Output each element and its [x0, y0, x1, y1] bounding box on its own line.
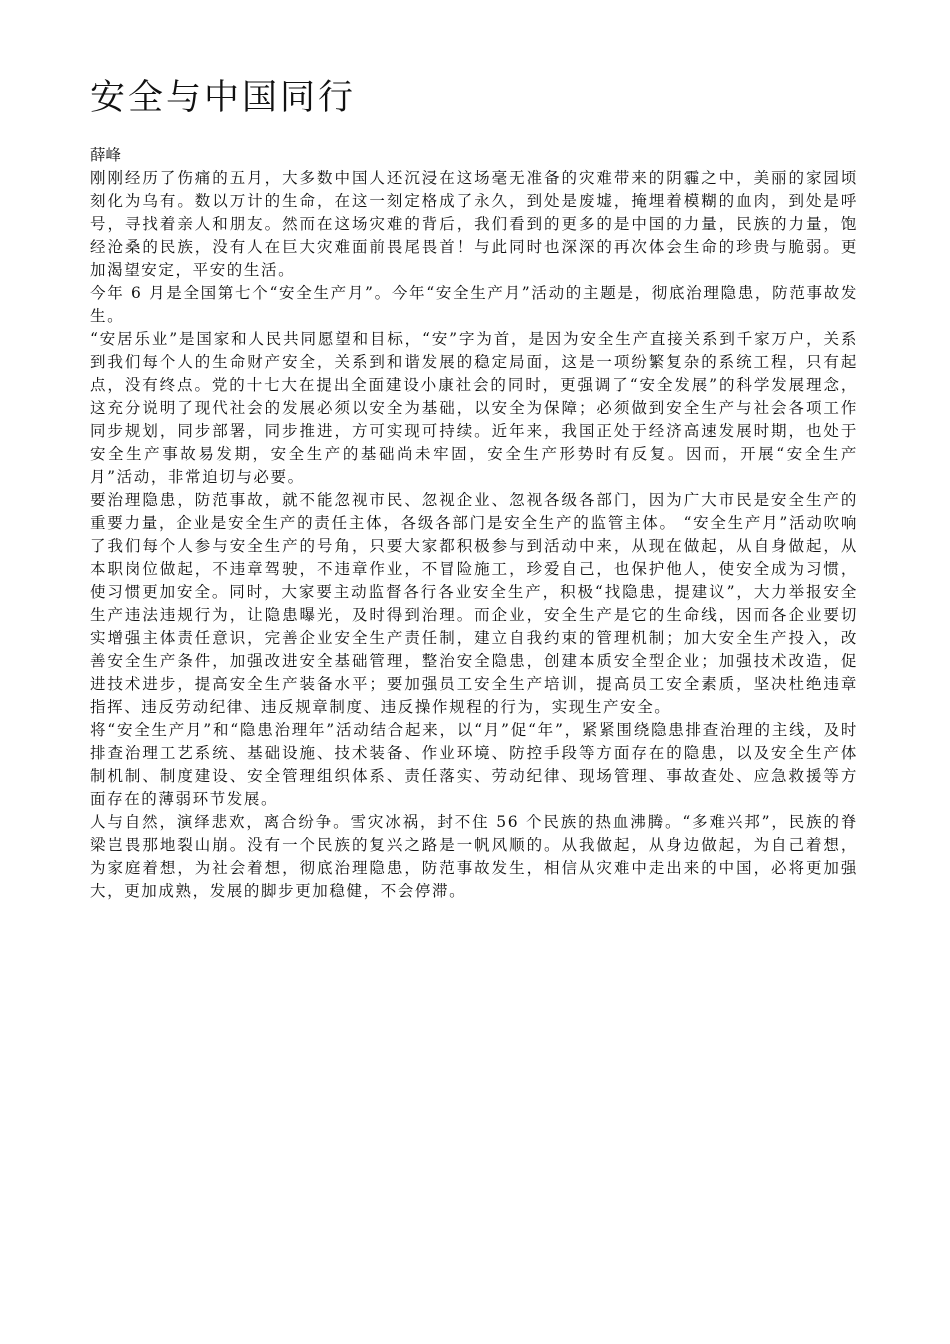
paragraph-1: 刚刚经历了伤痛的五月，大多数中国人还沉浸在这场毫无准备的灾难带来的阴霾之中，美丽的家园顷刻化为乌有。数以万计的生命，在这一刻定格成了永久，到处是废墟，掩埋着模糊的血肉，到处是呼号，寻找着亲人和朋友。然而在这场灾难的背后，我们看到的更多的是中国的力量，民族的力量，饱经沧桑的民族，没有人在巨大灾难面前畏尾畏首！与此同时也深深的再次体会生命的珍贵与脆弱。更加渴望安定，平安的生活。	[90, 169, 858, 279]
document-title: 安全与中国同行	[90, 78, 357, 118]
paragraph-4: 要治理隐患，防范事故，就不能忽视市民、忽视企业、忽视各级各部门，因为广大市民是安全生产的重要力量，企业是安全生产的责任主体，各级各部门是安全生产的监管主体。 “安全生产月”活动吹响了我们每个人参与安全生产的号角，只要大家都积极参与到活动中来，从现在做起，从自身做起，从本职岗位做起，不违章驾驶，不违章作业，不冒险施工，珍爱自己，也保护他人，使安全成为习惯，使习惯更加安全。同时，大家要主动监督各行各业安全生产，积极“找隐患，提建议”，大力举报安全生产违法违规行为，让隐患曝光，及时得到治理。而企业，安全生产是它的生命线，因而各企业要切实增强主体责任意识，完善企业安全生产责任制，建立自我约束的管理机制；加大安全生产投入，改善安全生产条件，加强改进安全基础管理，整治安全隐患，创建本质安全型企业；加强技术改造，促进技术进步，提高安全生产装备水平；要加强员工安全生产培训，提高员工安全素质，坚决杜绝违章指挥、违反劳动纪律、违反规章制度、违反操作规程的行为，实现生产安全。	[90, 491, 858, 716]
document-page	[90, 74, 858, 903]
paragraph-2: 今年 6 月是全国第七个“安全生产月”。今年“安全生产月”活动的主题是，彻底治理隐患，防范事故发生。	[90, 284, 858, 325]
paragraph-3: “安居乐业”是国家和人民共同愿望和目标，“安”字为首，是因为安全生产直接关系到千家万户，关系到我们每个人的生命财产安全，关系到和谐发展的稳定局面，这是一项纷繁复杂的系统工程，只有起点，没有终点。党的十七大在提出全面建设小康社会的同时，更强调了“安全发展”的科学发展理念，这充分说明了现代社会的发展必须以安全为基础，以安全为保障；必须做到安全生产与社会各项工作同步规划，同步部署，同步推进，方可实现可持续。近年来，我国正处于经济高速发展时期，也处于安全生产事故易发期，安全生产的基础尚未牢固，安全生产形势时有反复。因而，开展“安全生产月”活动，非常迫切与必要。	[90, 330, 858, 486]
paragraph-6: 人与自然，演绎悲欢，离合纷争。雪灾冰祸，封不住 56 个民族的热血沸腾。“多难兴邦”，民族的脊梁岂畏那地裂山崩。没有一个民族的复兴之路是一帆风顺的。从我做起，从身边做起，为自己着想，为家庭着想，为社会着想，彻底治理隐患，防范事故发生，相信从灾难中走出来的中国，必将更加强大，更加成熟，发展的脚步更加稳健，不会停滞。	[90, 813, 858, 900]
author-name: 薛峰	[90, 146, 122, 164]
paragraph-5: 将“安全生产月”和“隐患治理年”活动结合起来，以“月”促“年”，紧紧围绕隐患排查治理的主线，及时排查治理工艺系统、基础设施、技术装备、作业环境、防控手段等方面存在的隐患，以及安全生产体制机制、制度建设、安全管理组织体系、责任落实、劳动纪律、现场管理、事故查处、应急救援等方面存在的薄弱环节发展。	[90, 721, 858, 808]
